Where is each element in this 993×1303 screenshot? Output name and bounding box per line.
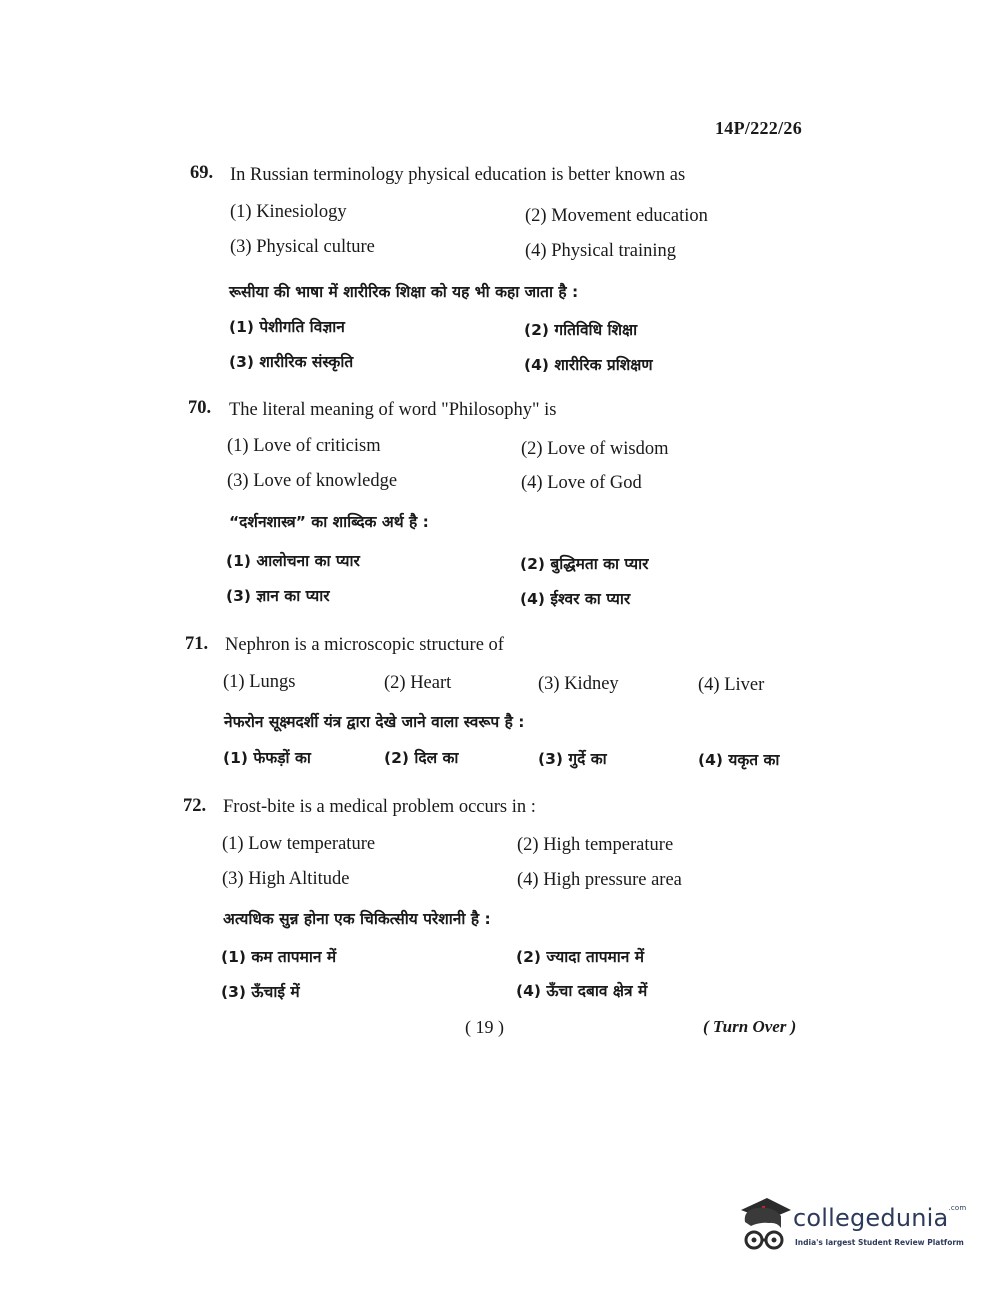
option-1: (1) Love of criticism [227, 436, 381, 456]
option-2-hindi: (2) दिल का [384, 749, 459, 767]
graduate-mascot-icon [737, 1196, 793, 1258]
option-2-hindi: (2) बुद्धिमता का प्यार [520, 555, 649, 573]
collegedunia-logo [737, 1196, 967, 1264]
option-1: (1) Low temperature [222, 834, 376, 854]
question-number: 71. [185, 634, 209, 654]
question-text: In Russian terminology physical education is better known as [230, 165, 686, 185]
option-1: (1) Kinesiology [230, 202, 347, 222]
paper-code: 14P/222/26 [715, 118, 802, 138]
option-4-hindi: (4) शारीरिक प्रशिक्षण [524, 356, 653, 374]
question-text-hindi: नेफरोन सूक्ष्मदर्शी यंत्र द्वारा देखे जाने वाला स्वरूप है : [224, 713, 525, 731]
option-4-hindi: (4) ऊँचा दबाव क्षेत्र में [516, 982, 648, 1000]
option-4: (4) High pressure area [517, 870, 682, 890]
logo-tagline: India's largest Student Review Platform [795, 1238, 964, 1247]
question-number: 69. [190, 163, 214, 183]
option-3-hindi: (3) ज्ञान का प्यार [226, 587, 330, 605]
question-text-hindi: “दर्शनशास्त्र” का शाब्दिक अर्थ है : [229, 513, 429, 531]
question-text-hindi: अत्यधिक सुन्न होना एक चिकित्सीय परेशानी है : [223, 910, 491, 928]
option-1: (1) Lungs [223, 672, 296, 692]
option-4: (4) Physical training [525, 241, 677, 261]
option-2-hindi: (2) गतिविधि शिक्षा [524, 321, 638, 339]
option-3-hindi: (3) शारीरिक संस्कृति [229, 353, 354, 371]
question-text: Nephron is a microscopic structure of [225, 635, 504, 655]
option-1-hindi: (1) आलोचना का प्यार [226, 552, 360, 570]
option-2: (2) High temperature [517, 835, 674, 855]
question-number: 72. [183, 796, 207, 816]
question-number: 70. [188, 398, 212, 418]
logo-wordmark: collegedunia$^{.com}$ [793, 1204, 967, 1232]
option-1-hindi: (1) पेशीगति विज्ञान [229, 318, 345, 336]
option-3: (3) Love of knowledge [227, 471, 398, 491]
option-3: (3) Physical culture [230, 237, 375, 257]
option-3-hindi: (3) ऊँचाई में [221, 983, 300, 1001]
option-2: (2) Movement education [525, 206, 708, 226]
question-text: Frost-bite is a medical problem occurs in : [223, 797, 536, 817]
option-4-hindi: (4) ईश्वर का प्यार [520, 590, 631, 608]
option-3-hindi: (3) गुर्दे का [538, 750, 607, 768]
option-4-hindi: (4) यकृत का [698, 751, 780, 769]
option-1-hindi: (1) फेफड़ों का [223, 749, 311, 767]
option-4: (4) Liver [698, 675, 765, 695]
option-3: (3) High Altitude [222, 869, 350, 889]
page-number: ( 19 ) [465, 1017, 504, 1037]
option-2: (2) Heart [384, 673, 452, 693]
option-1-hindi: (1) कम तापमान में [221, 948, 337, 966]
question-text: The literal meaning of word "Philosophy" is [229, 400, 557, 420]
option-4: (4) Love of God [521, 473, 642, 493]
option-2-hindi: (2) ज्यादा तापमान में [516, 948, 645, 966]
option-3: (3) Kidney [538, 674, 619, 694]
turn-over-label: ( Turn Over ) [703, 1017, 797, 1036]
option-2: (2) Love of wisdom [521, 439, 669, 459]
question-text-hindi: रूसीया की भाषा में शारीरिक शिक्षा को यह भी कहा जाता है : [229, 283, 579, 301]
